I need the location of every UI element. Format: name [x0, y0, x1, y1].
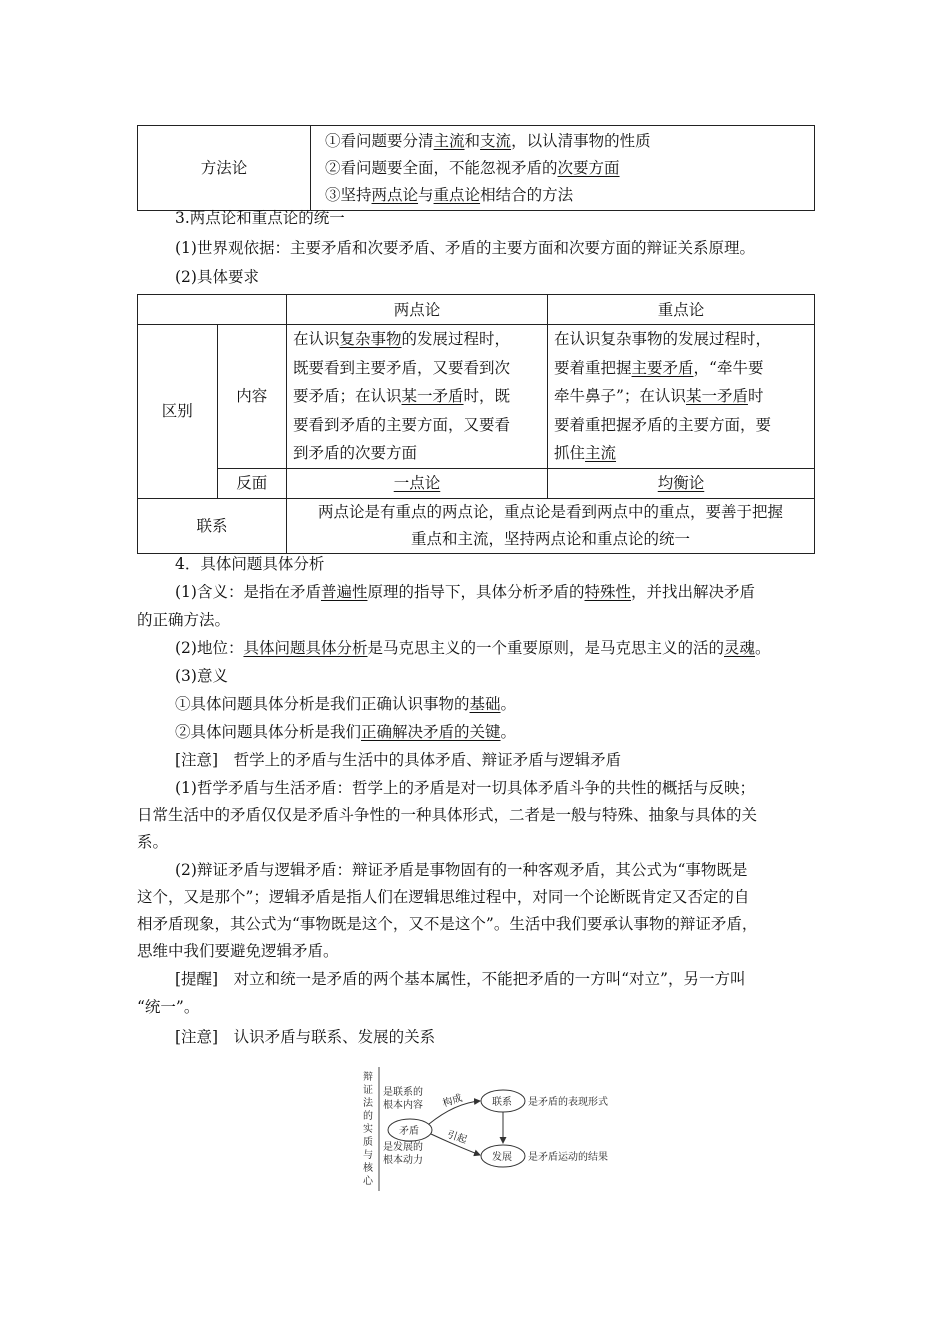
note-1-a3: 系。: [137, 833, 169, 851]
relation-diagram: [355, 1063, 655, 1195]
cell-liangdian-content: 在认识复杂事物的发展过程时， 既要看到主要矛盾，又要看到次 要矛盾；在认识某一矛盾时，既 要看到矛盾的主要方面，又要看 到矛盾的次要方面: [287, 325, 548, 469]
edge-goucheng: 构成: [441, 1092, 464, 1110]
svg-text:质: 质: [363, 1137, 373, 1148]
section-3-p1: (1)世界观依据：主要矛盾和次要矛盾、矛盾的主要方面和次要方面的辩证关系原理。: [175, 239, 755, 257]
method-item-1: ①看问题要分清主流和支流，以认清事物的性质: [325, 131, 651, 150]
left-bot-2: 根本动力: [383, 1155, 423, 1166]
row-qubie: 区别: [138, 325, 218, 499]
row-fanmian: 反面: [217, 468, 286, 498]
desc-lianxi: 是矛盾的表现形式: [528, 1097, 608, 1108]
section-4-title: 4．具体问题具体分析: [175, 555, 325, 573]
section-4-p4: ①具体问题具体分析是我们正确认识事物的基础。: [175, 695, 517, 713]
method-label: 方法论: [138, 126, 311, 211]
node-maodun: 矛盾: [399, 1126, 419, 1137]
cell-lianxi: 两点论是有重点的两点论，重点论是看到两点中的重点，要善于把握 重点和主流，坚持两点论和重点论的统一: [287, 498, 815, 553]
col-header-liangdian: 两点论: [287, 295, 548, 325]
left-top-1: 是联系的: [383, 1087, 423, 1098]
table-corner: [138, 295, 287, 325]
cell-fan-liangdian: 一点论: [287, 468, 548, 498]
note-1-b3: 相矛盾现象，其公式为“事物既是这个，又不是这个”。生活中我们要承认事物的辩证矛盾，: [137, 915, 758, 933]
note-1-b2: 这个，又是那个”；逻辑矛盾是指人们在逻辑思维过程中，对同一个论断既肯定又否定的自: [137, 888, 750, 906]
svg-text:的: 的: [363, 1111, 373, 1122]
section-4-p2: (2)地位：具体问题具体分析是马克思主义的一个重要原则，是马克思主义的活的灵魂。: [175, 639, 771, 657]
diagram-vertical-title: [363, 1071, 374, 1187]
tip-l2: “统一”。: [137, 998, 200, 1016]
left-bot-1: 是发展的: [383, 1142, 423, 1153]
section-4-p1: (1)含义：是指在矛盾普遍性原理的指导下，具体分析矛盾的特殊性，并找出解决矛盾: [175, 583, 756, 601]
node-fazhan: 发展: [492, 1152, 512, 1163]
note-1-a1: (1)哲学矛盾与生活矛盾：哲学上的矛盾是对一切具体矛盾斗争的共性的概括与反映；: [175, 779, 755, 797]
tip-l1: [提醒] 对立和统一是矛盾的两个基本属性，不能把矛盾的一方叫“对立”，另一方叫: [175, 970, 746, 988]
section-3-title: 3.两点论和重点论的统一: [175, 209, 345, 227]
note-2-title: [注意] 认识矛盾与联系、发展的关系: [175, 1028, 436, 1046]
comparison-table: [137, 294, 815, 554]
note-1-b4: 思维中我们要避免逻辑矛盾。: [137, 942, 339, 960]
section-3-p2: (2)具体要求: [175, 268, 259, 286]
method-items: [311, 126, 815, 211]
row-lianxi: 联系: [138, 498, 287, 553]
note-1-title: [注意] 哲学上的矛盾与生活中的具体矛盾、辩证矛盾与逻辑矛盾: [175, 751, 622, 769]
svg-text:辩: 辩: [363, 1072, 373, 1083]
method-item-3: ③坚持两点论与重点论相结合的方法: [325, 185, 574, 204]
svg-text:实: 实: [363, 1124, 373, 1135]
svg-text:与: 与: [363, 1150, 373, 1161]
svg-text:法: 法: [363, 1098, 373, 1109]
cell-fan-zhongdian: 均衡论: [548, 468, 815, 498]
section-4-p5: ②具体问题具体分析是我们正确解决矛盾的关键。: [175, 723, 517, 741]
method-table: [137, 125, 815, 211]
section-4-p3: (3)意义: [175, 667, 228, 685]
edge-yinqi: 引起: [445, 1129, 469, 1147]
node-lianxi: 联系: [492, 1097, 512, 1108]
left-top-2: 根本内容: [383, 1100, 423, 1111]
note-1-a2: 日常生活中的矛盾仅仅是矛盾斗争性的一种具体形式，二者是一般与特殊、抽象与具体的关: [137, 806, 758, 824]
svg-text:心: 心: [363, 1176, 373, 1187]
method-item-2: ②看问题要全面，不能忽视矛盾的次要方面: [325, 158, 620, 177]
note-1-b1: (2)辩证矛盾与逻辑矛盾：辩证矛盾是事物固有的一种客观矛盾，其公式为“事物既是: [175, 861, 748, 879]
desc-fazhan: 是矛盾运动的结果: [528, 1152, 608, 1163]
cell-zhongdian-content: 在认识复杂事物的发展过程时， 要着重把握主要矛盾，“牵牛要 牵牛鼻子”；在认识某一矛盾时 要着重把握矛盾的主要方面，要 抓住主流: [548, 325, 815, 469]
col-header-zhongdian: 重点论: [548, 295, 815, 325]
row-neirong: 内容: [217, 325, 286, 469]
svg-text:核: 核: [363, 1163, 373, 1174]
section-4-p1-cont: 的正确方法。: [137, 611, 231, 629]
svg-text:证: 证: [363, 1085, 373, 1096]
